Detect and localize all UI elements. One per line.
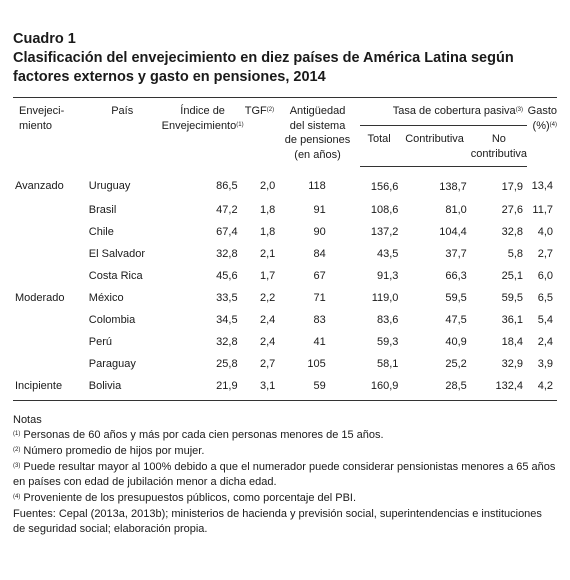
cell-antiguedad: 83 [313, 313, 326, 326]
table-row [13, 265, 557, 287]
cell-total: 108,6 [370, 203, 399, 216]
cell-country: Bolivia [83, 375, 162, 401]
cell-country: Perú [88, 335, 113, 348]
cell-indice: 47,2 [216, 203, 238, 216]
cell-no-contributiva: 32,9 [501, 357, 524, 370]
cell-gasto: 6,5 [537, 291, 553, 304]
cell-tgf: 1,7 [259, 269, 276, 282]
cell-antiguedad: 67 [313, 269, 326, 282]
cell-antiguedad: 91 [313, 203, 326, 216]
cell-contributiva: 59,5 [445, 291, 467, 304]
notes-heading: Notas [13, 413, 42, 426]
cell-indice: 33,5 [216, 291, 238, 304]
cell-tgf: 1,8 [259, 203, 276, 216]
cell-country: Uruguay [88, 180, 131, 193]
cell-tgf: 3,1 [244, 375, 276, 401]
cell-gasto: 2,7 [537, 247, 553, 260]
cell-indice: 45,6 [216, 269, 238, 282]
cell-no-contributiva: 5,8 [507, 247, 524, 260]
col-header-total: Total [360, 126, 399, 166]
cell-tgf: 2,4 [259, 335, 276, 348]
cell-antiguedad: 41 [313, 335, 326, 348]
cell-no-contributiva: 36,1 [501, 313, 524, 326]
cell-gasto: 13,4 [531, 180, 553, 193]
cell-gasto: 6,0 [537, 269, 553, 282]
cell-total: 119,0 [371, 291, 399, 304]
cell-tgf: 2,0 [259, 180, 276, 193]
cell-no-contributiva: 17,9 [501, 180, 524, 193]
cell-group [13, 199, 83, 221]
cell-antiguedad: 105 [307, 357, 326, 370]
cell-gasto: 4,0 [537, 225, 553, 238]
table-number: Cuadro 1 [13, 31, 76, 47]
cell-group: Incipiente [13, 375, 83, 401]
header-row-top [13, 98, 557, 126]
cell-indice: 32,8 [216, 247, 238, 260]
cell-total: 137,2 [370, 225, 399, 238]
table-row [13, 331, 557, 353]
table-row [13, 166, 557, 199]
cell-group [13, 331, 83, 353]
cell-indice: 21,9 [162, 375, 244, 401]
table-body [13, 166, 557, 400]
notes [13, 413, 557, 539]
note-2: $^{(2)}$ Número promedio de hijos por mujer. [13, 444, 205, 457]
table-title: Clasificación del envejecimiento en diez países de América Latina según factores externos y gasto en pensiones, 2014 [13, 50, 514, 85]
table-row [13, 375, 557, 401]
cell-country: Paraguay [88, 357, 136, 370]
cell-no-contributiva: 18,4 [501, 335, 524, 348]
cell-group [13, 265, 83, 287]
cell-country: Colombia [88, 313, 136, 326]
table-row [13, 353, 557, 375]
cell-group: Avanzado [15, 180, 64, 193]
cell-antiguedad: 90 [313, 225, 326, 238]
cell-contributiva: 138,7 [439, 180, 467, 193]
cell-gasto: 3,9 [537, 357, 553, 370]
cell-country: Chile [88, 225, 114, 238]
cell-gasto: 4,2 [527, 375, 557, 401]
cell-total: 91,3 [377, 269, 399, 282]
cell-indice: 86,5 [216, 180, 238, 193]
cell-total: 160,9 [360, 375, 399, 401]
cell-contributiva: 81,0 [445, 203, 467, 216]
cell-antiguedad: 71 [313, 291, 326, 304]
cell-group [13, 221, 83, 243]
cell-group [13, 309, 83, 331]
col-header-contributiva: Contributiva [398, 126, 470, 166]
cell-no-contributiva: 132,4 [471, 375, 527, 401]
cell-group [13, 243, 83, 265]
cell-contributiva: 28,5 [398, 375, 470, 401]
cell-contributiva: 66,3 [445, 269, 467, 282]
cell-group: Moderado [15, 291, 65, 304]
cell-tgf: 2,2 [259, 291, 276, 304]
note-3: $^{(3)}$ Puede resultar mayor al 100% debido a que el numerador puede considerar pensionistas menores a 65 años en países con edad de jubilación menor a dicha edad. [13, 460, 556, 489]
cell-indice: 25,8 [216, 357, 238, 370]
cell-tgf: 1,8 [259, 225, 276, 238]
cell-tgf: 2,4 [259, 313, 276, 326]
cell-country: Brasil [88, 203, 117, 216]
cell-contributiva: 37,7 [445, 247, 467, 260]
col-header-gasto: Gasto (%)$^{(4)}$ [527, 98, 557, 167]
cell-antiguedad: 84 [313, 247, 326, 260]
cell-total: 83,6 [377, 313, 399, 326]
col-header-tasa: Tasa de cobertura pasiva$^{(3)}$ [360, 98, 527, 126]
cell-contributiva: 25,2 [445, 357, 467, 370]
cell-no-contributiva: 25,1 [501, 269, 524, 282]
cell-total: 43,5 [377, 247, 399, 260]
cell-gasto: 5,4 [537, 313, 553, 326]
cell-no-contributiva: 59,5 [501, 291, 524, 304]
cell-no-contributiva: 27,6 [501, 203, 524, 216]
cell-tgf: 2,7 [259, 357, 276, 370]
cell-country: El Salvador [88, 247, 146, 260]
cell-indice: 32,8 [216, 335, 238, 348]
col-header-envejecimiento: Envejeci- miento [13, 98, 83, 167]
cell-group [13, 353, 83, 375]
table-row [13, 199, 557, 221]
cell-antiguedad: 118 [308, 180, 326, 193]
cell-gasto: 2,4 [537, 335, 553, 348]
note-4: $^{(4)}$ Proveniente de los presupuestos públicos, como porcentaje del PBI. [13, 492, 357, 505]
col-header-no-contributiva: No contributiva [471, 126, 527, 166]
cell-total: 59,3 [377, 335, 399, 348]
col-header-tgf: TGF$^{(2)}$ [244, 98, 276, 167]
cell-contributiva: 104,4 [439, 225, 467, 238]
table-row [13, 243, 557, 265]
cell-gasto: 11,7 [532, 203, 553, 216]
cell-total: 156,6 [370, 180, 399, 193]
col-header-indice: Índice de Envejecimiento$^{(1)}$ [162, 98, 244, 167]
cell-no-contributiva: 32,8 [501, 225, 524, 238]
cell-total: 58,1 [377, 357, 399, 370]
table-row [13, 287, 557, 309]
document [13, 30, 557, 538]
cell-country: México [88, 291, 124, 304]
col-header-pais: País [83, 98, 162, 167]
sources: Fuentes: Cepal (2013a, 2013b); ministerios de hacienda y previsión social, superintendencias e instituciones de seguridad social; elaboración propia. [13, 507, 542, 536]
table-row [13, 221, 557, 243]
cell-contributiva: 40,9 [445, 335, 467, 348]
col-header-antiguedad: Antigüedad del sistema de pensiones (en años) [275, 98, 360, 167]
table-row [13, 309, 557, 331]
cell-contributiva: 47,5 [445, 313, 467, 326]
aging-table [13, 97, 557, 401]
cell-tgf: 2,1 [259, 247, 276, 260]
cell-country: Costa Rica [88, 269, 143, 282]
cell-antiguedad: 59 [275, 375, 360, 401]
note-1: $^{(1)}$ Personas de 60 años y más por cada cien personas menores de 15 años. [13, 429, 384, 442]
cell-indice: 67,4 [216, 225, 238, 238]
cell-indice: 34,5 [216, 313, 238, 326]
